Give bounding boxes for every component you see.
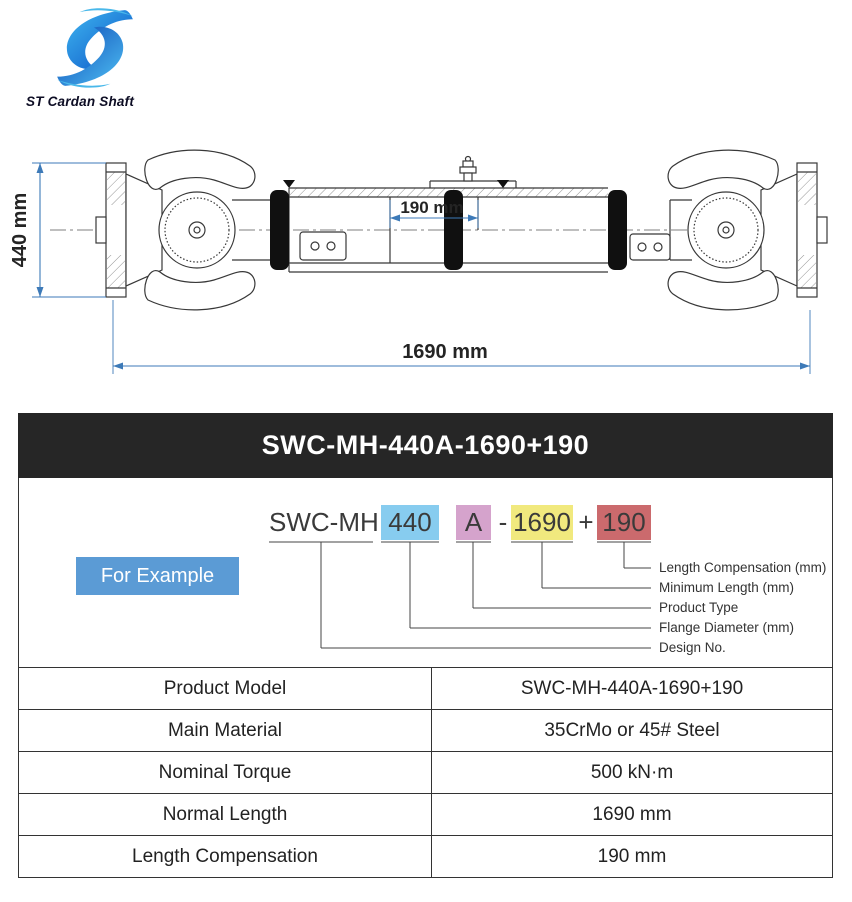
- dimension-1690-label: 1690 mm: [402, 341, 488, 363]
- left-universal-joint: [126, 150, 255, 310]
- model-title-bar: [18, 413, 833, 478]
- right-flange: [797, 163, 827, 297]
- model-code-token-length-compensation: 190: [597, 505, 651, 540]
- model-code-token-minimum-length: 1690: [511, 505, 573, 540]
- spec-label-cell: Product Model: [19, 668, 432, 710]
- dimension-190-label: 190 mm: [400, 198, 464, 217]
- spec-label-cell: Nominal Torque: [19, 752, 432, 794]
- table-row: [19, 710, 833, 752]
- model-code-separator-plus: +: [578, 507, 594, 537]
- brand-logo-icon: [42, 6, 146, 92]
- spec-value-cell: 190 mm: [432, 836, 833, 878]
- model-code-example-section: [18, 478, 833, 667]
- spec-label-cell: Main Material: [19, 710, 432, 752]
- spec-label-cell: Normal Length: [19, 794, 432, 836]
- dimension-440-label: 440 mm: [9, 192, 31, 268]
- spec-table: [18, 667, 833, 878]
- dimension-190: [390, 198, 478, 228]
- code-label-design-no: Design No.: [659, 640, 726, 655]
- model-code-separator-dash: -: [498, 507, 508, 537]
- model-code-token-product-type: A: [456, 505, 491, 540]
- table-row: [19, 794, 833, 836]
- code-label-minimum-length: Minimum Length (mm): [659, 580, 795, 595]
- code-label-flange-diameter: Flange Diameter (mm): [659, 620, 795, 635]
- table-row: [19, 668, 833, 710]
- cardan-shaft-technical-drawing: [0, 138, 852, 412]
- balance-band: [608, 190, 627, 270]
- for-example-badge: For Example: [76, 557, 239, 595]
- brand-name: ST Cardan Shaft: [26, 94, 135, 109]
- spec-panel: [18, 413, 833, 878]
- grease-fitting: [460, 157, 476, 182]
- weld-mark: [283, 180, 295, 188]
- spec-value-cell: 35CrMo or 45# Steel: [432, 710, 833, 752]
- model-title: SWC-MH-440A-1690+190: [261, 430, 590, 460]
- model-code-token-design-no: SWC-MH: [269, 507, 379, 537]
- model-code-token-flange-diameter: 440: [381, 505, 439, 540]
- table-row: [19, 836, 833, 878]
- weld-mark: [497, 180, 509, 188]
- spec-value-cell: SWC-MH-440A-1690+190: [432, 668, 833, 710]
- code-label-length-compensation: Length Compensation (mm): [659, 560, 827, 575]
- spec-value-cell: 1690 mm: [432, 794, 833, 836]
- code-label-product-type: Product Type: [659, 600, 739, 615]
- right-universal-joint: [668, 150, 797, 310]
- table-row: [19, 752, 833, 794]
- balance-band: [270, 190, 289, 270]
- spec-label-cell: Length Compensation: [19, 836, 432, 878]
- brand-logo: [26, 6, 196, 109]
- spec-value-cell: 500 kN·m: [432, 752, 833, 794]
- dimension-1690: [113, 300, 810, 374]
- left-flange: [96, 163, 126, 297]
